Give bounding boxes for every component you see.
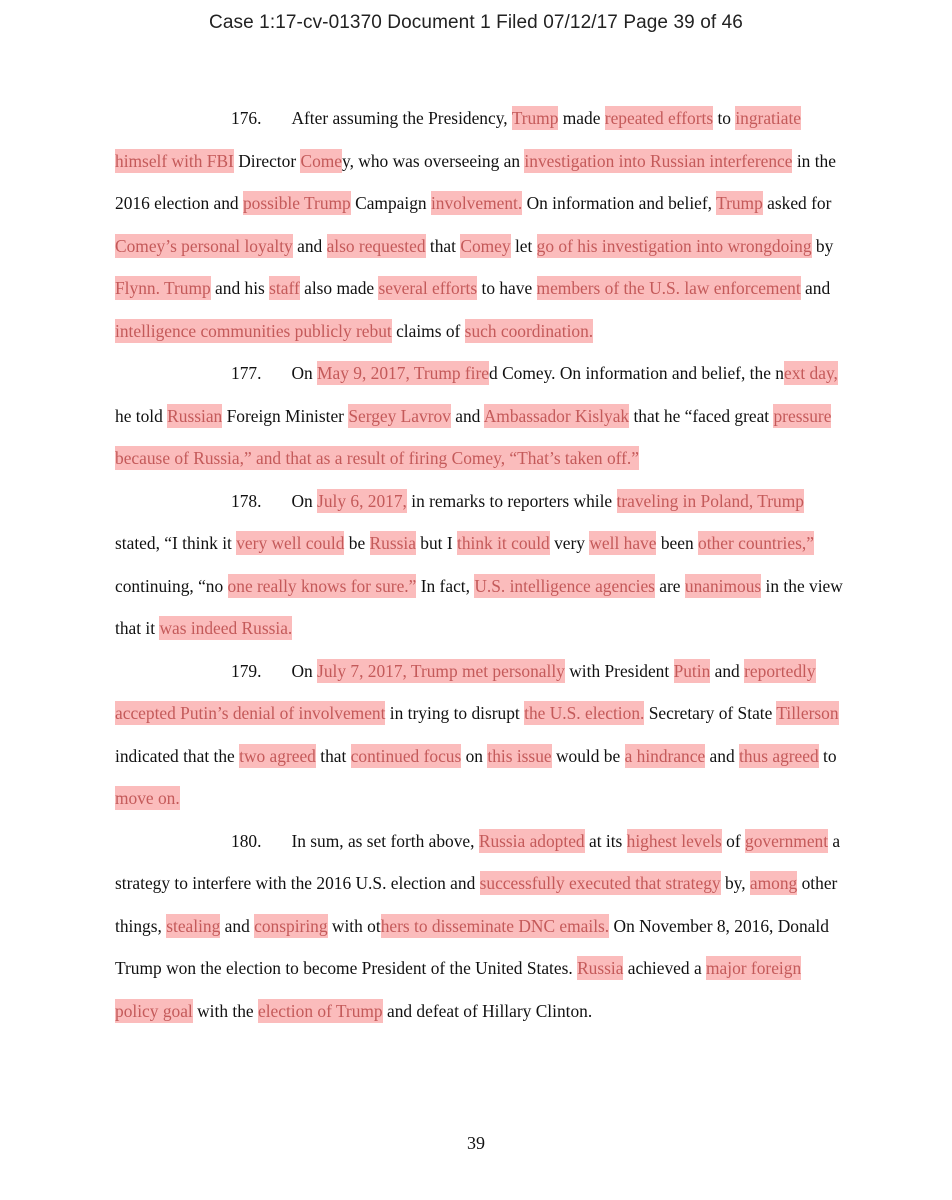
text-run: in remarks to reporters while bbox=[406, 490, 617, 511]
text-run: stated, “I think it bbox=[115, 533, 237, 553]
text-run: on bbox=[461, 745, 488, 766]
text-run: and his bbox=[210, 278, 270, 298]
highlighted-text: unanimous bbox=[684, 575, 762, 596]
highlighted-text: Come bbox=[300, 150, 343, 171]
text-run: and bbox=[800, 278, 831, 298]
text-run: of bbox=[721, 830, 745, 851]
text-run: a strategy to interfere with the 2016 U.S. election and bbox=[115, 830, 841, 893]
highlighted-text: successfully executed that strategy bbox=[479, 873, 721, 893]
text-run: at its bbox=[584, 830, 627, 851]
text-run: that bbox=[315, 745, 351, 766]
text-run: in the 2016 election and bbox=[115, 150, 836, 213]
highlighted-text: well have bbox=[589, 533, 657, 553]
highlighted-text: ext day, bbox=[783, 363, 838, 383]
text-run: that he “faced great bbox=[629, 405, 774, 426]
text-run: and bbox=[292, 235, 327, 256]
text-run: let bbox=[510, 235, 537, 256]
text-run: On bbox=[291, 660, 318, 681]
highlighted-text: members of the U.S. law enforcement bbox=[536, 278, 801, 298]
paragraph bbox=[115, 820, 845, 1033]
highlighted-text: Putin bbox=[673, 660, 711, 681]
text-run: that bbox=[425, 235, 461, 256]
highlighted-text: the U.S. election. bbox=[524, 703, 645, 723]
text-run: are bbox=[654, 575, 685, 596]
highlighted-text: think it could bbox=[457, 533, 550, 553]
highlighted-text: intelligence communities publicly rebut bbox=[115, 320, 392, 341]
highlighted-text: Ambassador Kislyak bbox=[483, 405, 630, 426]
highlighted-text: Russia bbox=[369, 533, 416, 553]
paragraph bbox=[115, 97, 845, 352]
highlighted-text: this issue bbox=[487, 745, 552, 766]
text-run: by, bbox=[720, 873, 750, 893]
text-run: in the view that it bbox=[115, 575, 843, 638]
paragraph-number: 179. bbox=[231, 660, 262, 681]
highlighted-text: Russia bbox=[577, 958, 624, 978]
text-run: very bbox=[549, 533, 590, 553]
text-run: but I bbox=[415, 533, 457, 553]
text-run: In fact, bbox=[416, 575, 475, 596]
text-run: asked for bbox=[762, 193, 832, 213]
highlighted-text: investigation into Russian interference bbox=[524, 150, 793, 171]
paragraph-number: 177. bbox=[231, 363, 262, 383]
highlighted-text: other countries,” bbox=[698, 533, 814, 553]
highlighted-text: traveling in Poland, Trump bbox=[616, 490, 804, 511]
highlighted-text: May 9, 2017, Trump fire bbox=[317, 363, 490, 383]
highlighted-text: Flynn. Trump bbox=[115, 278, 211, 298]
highlighted-text: election of Trump bbox=[257, 1000, 383, 1021]
text-run: to bbox=[713, 108, 736, 128]
highlighted-text: major foreign policy goal bbox=[115, 958, 802, 1021]
highlighted-text: also requested bbox=[326, 235, 426, 256]
paragraph bbox=[115, 352, 845, 480]
text-run: also made bbox=[299, 278, 379, 298]
paragraph-number: 178. bbox=[231, 490, 262, 511]
highlighted-text: was indeed Russia. bbox=[159, 618, 293, 638]
text-run: Foreign Minister bbox=[222, 405, 349, 426]
page-number: 39 bbox=[467, 1133, 485, 1153]
text-run: achieved a bbox=[623, 958, 707, 978]
paragraph bbox=[115, 480, 845, 650]
highlighted-text: one really knows for sure.” bbox=[227, 575, 417, 596]
text-run: Secretary of State bbox=[644, 703, 777, 723]
highlighted-text: repeated efforts bbox=[604, 108, 714, 128]
highlighted-text: July 6, 2017, bbox=[317, 490, 407, 511]
highlighted-text: involvement. bbox=[430, 193, 523, 213]
text-run: d Comey. On information and belief, the n bbox=[489, 363, 784, 383]
text-run: be bbox=[344, 533, 370, 553]
highlighted-text: move on. bbox=[115, 788, 180, 808]
highlighted-text: staff bbox=[269, 278, 300, 298]
paragraph bbox=[115, 650, 845, 820]
paragraph-number: 180. bbox=[231, 830, 262, 851]
text-run: to bbox=[818, 745, 837, 766]
document-body bbox=[115, 97, 845, 1032]
text-run: On information and belief, bbox=[522, 193, 717, 213]
highlighted-text: Russia adopted bbox=[478, 830, 585, 851]
text-run: indicated that the bbox=[115, 745, 240, 766]
text-run: On November 8, 2016, Donald Trump won the election to become President of the United States. bbox=[115, 915, 829, 978]
highlighted-text: among bbox=[749, 873, 798, 893]
text-run: and bbox=[710, 660, 745, 681]
text-run: with the bbox=[192, 1000, 258, 1021]
highlighted-text: hers to disseminate DNC emails. bbox=[380, 915, 610, 936]
highlighted-text: pressure because of Russia,” and that as a result of firing Comey, “That’s taken off.” bbox=[115, 405, 832, 468]
text-run: and defeat of Hillary Clinton. bbox=[382, 1000, 593, 1021]
text-run: On bbox=[291, 490, 318, 511]
highlighted-text: Sergey Lavrov bbox=[348, 405, 451, 426]
text-run: claims of bbox=[391, 320, 465, 341]
highlighted-text: ingratiate himself with FBI bbox=[115, 108, 801, 171]
highlighted-text: government bbox=[745, 830, 829, 851]
text-run: in trying to disrupt bbox=[385, 703, 525, 723]
text-run: On bbox=[291, 363, 318, 383]
highlighted-text: conspiring bbox=[254, 915, 328, 936]
highlighted-text: very well could bbox=[236, 533, 345, 553]
text-run: and bbox=[705, 745, 740, 766]
text-run: made bbox=[558, 108, 605, 128]
text-run: Director bbox=[233, 150, 301, 171]
text-run: been bbox=[656, 533, 699, 553]
highlighted-text: U.S. intelligence agencies bbox=[474, 575, 655, 596]
text-run: After assuming the Presidency, bbox=[291, 108, 512, 128]
highlighted-text: Comey’s personal loyalty bbox=[115, 235, 293, 256]
text-run: Campaign bbox=[350, 193, 431, 213]
highlighted-text: several efforts bbox=[378, 278, 478, 298]
text-run: and bbox=[450, 405, 484, 426]
text-run: continuing, “no bbox=[115, 575, 228, 596]
highlighted-text: Comey bbox=[460, 235, 511, 256]
text-run: other things, bbox=[115, 873, 838, 936]
paragraph-number: 176. bbox=[231, 108, 262, 128]
highlighted-text: stealing bbox=[166, 915, 221, 936]
highlighted-text: highest levels bbox=[626, 830, 722, 851]
highlighted-text: thus agreed bbox=[739, 745, 819, 766]
text-run: to have bbox=[477, 278, 537, 298]
highlighted-text: a hindrance bbox=[624, 745, 706, 766]
highlighted-text: such coordination. bbox=[464, 320, 594, 341]
text-run: he told bbox=[115, 405, 168, 426]
highlighted-text: possible Trump bbox=[242, 193, 351, 213]
highlighted-text: Russian bbox=[167, 405, 223, 426]
text-run: with ot bbox=[327, 915, 381, 936]
highlighted-text: Trump bbox=[511, 108, 559, 128]
highlighted-text: July 7, 2017, Trump met personally bbox=[317, 660, 565, 681]
text-run: In sum, as set forth above, bbox=[291, 830, 479, 851]
highlighted-text: Tillerson bbox=[776, 703, 839, 723]
highlighted-text: reportedly accepted Putin’s denial of involvement bbox=[115, 660, 816, 723]
text-run: would be bbox=[551, 745, 625, 766]
text-run: with President bbox=[564, 660, 674, 681]
text-run: y, who was overseeing an bbox=[342, 150, 525, 171]
highlighted-text: two agreed bbox=[239, 745, 316, 766]
text-run: by bbox=[811, 235, 834, 256]
highlighted-text: go of his investigation into wrongdoing bbox=[536, 235, 812, 256]
case-header: Case 1:17-cv-01370 Document 1 Filed 07/12/17 Page 39 of 46 bbox=[209, 12, 743, 33]
highlighted-text: Trump bbox=[716, 193, 763, 213]
highlighted-text: continued focus bbox=[350, 745, 462, 766]
text-run: and bbox=[220, 915, 255, 936]
